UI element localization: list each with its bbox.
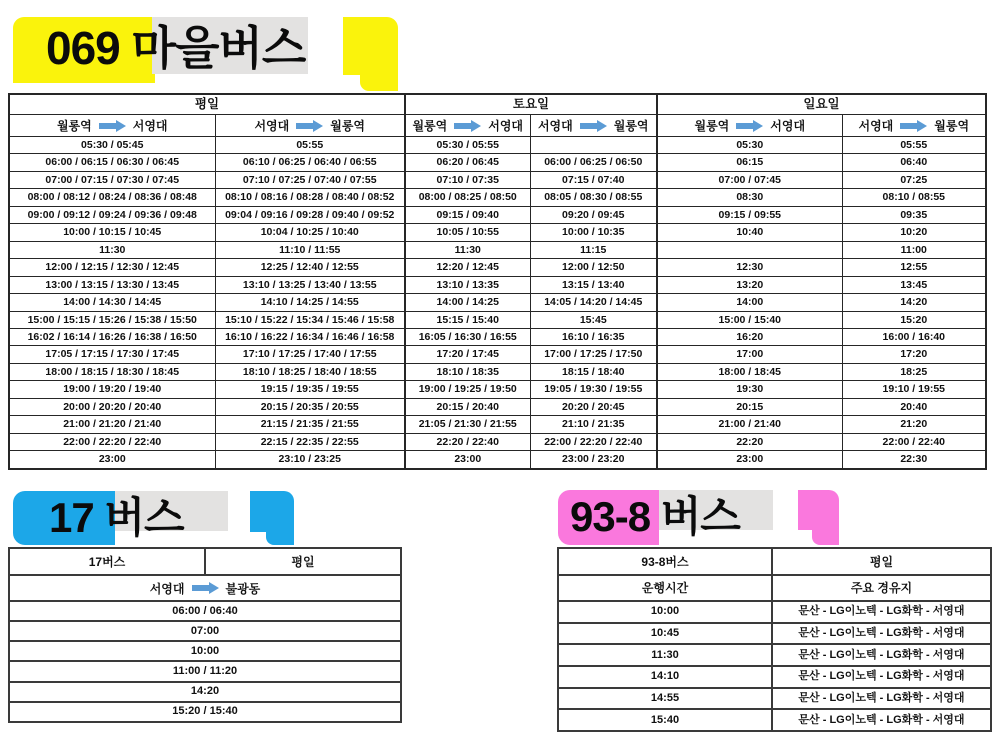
arrow-head — [116, 120, 126, 132]
route-header-row — [9, 575, 401, 601]
timetable-cell: 06:20 / 06:45 — [405, 154, 530, 171]
timetable-cell: 16:05 / 16:30 / 16:55 — [405, 328, 530, 345]
timetable-cell: 19:10 / 19:55 — [842, 381, 986, 398]
table-row — [9, 241, 986, 258]
destination-station-label: 월롱역 — [613, 118, 649, 133]
timetable-cell: 20:15 — [657, 398, 842, 415]
route-cell: 문산 - LG이노텍 - LG화학 - 서영대 — [772, 688, 991, 710]
timetable-cell: 18:15 / 18:40 — [530, 363, 657, 380]
timetable-cell: 10:00 — [9, 641, 401, 661]
arrow-head — [597, 120, 607, 132]
timetable-cell: 23:00 — [405, 451, 530, 469]
right-arrow-icon — [192, 582, 219, 594]
timetable-cell: 15:15 / 15:40 — [405, 311, 530, 328]
arrow-shaft — [454, 123, 471, 129]
timetable-cell: 22:00 / 22:40 — [842, 433, 986, 450]
timetable-cell: 18:00 / 18:45 — [657, 363, 842, 380]
timetable-cell: 21:10 / 21:35 — [530, 416, 657, 433]
timetable-cell: 10:05 / 10:55 — [405, 224, 530, 241]
timetable-cell: 11:10 / 11:55 — [215, 241, 405, 258]
timetable-cell: 16:02 / 16:14 / 16:26 / 16:38 / 16:50 — [9, 328, 215, 345]
route-cell: 문산 - LG이노텍 - LG화학 - 서영대 — [772, 644, 991, 666]
bus17-name-header: 17버스 — [9, 548, 205, 575]
timetable-cell: 21:00 / 21:40 — [657, 416, 842, 433]
timetable-cell: 17:10 / 17:25 / 17:40 / 17:55 — [215, 346, 405, 363]
timetable-cell: 19:00 / 19:25 / 19:50 — [405, 381, 530, 398]
timetable-cell: 12:55 — [842, 259, 986, 276]
timetable-cell: 10:45 — [558, 623, 772, 645]
origin-station-label: 월롱역 — [56, 118, 92, 133]
timetable-cell: 08:10 / 08:16 / 08:28 / 08:40 / 08:52 — [215, 189, 405, 206]
pink-blob-tail-icon — [812, 530, 839, 545]
timetable-cell: 11:30 — [558, 644, 772, 666]
timetable-cell: 12:00 / 12:15 / 12:30 / 12:45 — [9, 259, 215, 276]
table-row — [9, 661, 401, 681]
destination-station-label: 서영대 — [132, 118, 168, 133]
timetable-cell: 22:00 / 22:20 / 22:40 — [530, 433, 657, 450]
direction-header — [9, 115, 215, 137]
table-row — [9, 682, 401, 702]
header-row — [9, 548, 401, 575]
timetable-cell: 17:20 / 17:45 — [405, 346, 530, 363]
timetable-cell: 11:30 — [405, 241, 530, 258]
timetable-cell: 06:00 / 06:25 / 06:50 — [530, 154, 657, 171]
yellow-blob-tail-icon — [360, 75, 398, 91]
table-row — [9, 224, 986, 241]
timetable-cell: 05:30 / 05:45 — [9, 137, 215, 154]
timetable-cell: 15:00 / 15:15 / 15:26 / 15:38 / 15:50 — [9, 311, 215, 328]
timetable-cell: 16:00 / 16:40 — [842, 328, 986, 345]
table-row — [9, 171, 986, 188]
timetable-cell: 20:15 / 20:40 — [405, 398, 530, 415]
timetable-cell: 12:30 — [657, 259, 842, 276]
timetable-cell: 11:00 — [842, 241, 986, 258]
timetable-cell: 18:10 / 18:35 — [405, 363, 530, 380]
timetable-cell: 09:15 / 09:55 — [657, 206, 842, 223]
table-row — [9, 601, 401, 621]
bus938-day-header: 평일 — [772, 548, 991, 575]
timetable-cell: 17:05 / 17:15 / 17:30 / 17:45 — [9, 346, 215, 363]
timetable-cell: 10:00 — [558, 601, 772, 623]
timetable-cell: 11:15 — [530, 241, 657, 258]
timetable-cell: 19:05 / 19:30 / 19:55 — [530, 381, 657, 398]
table-row — [9, 294, 986, 311]
table-row — [558, 666, 991, 688]
timetable-cell: 10:04 / 10:25 / 10:40 — [215, 224, 405, 241]
timetable-cell: 10:20 — [842, 224, 986, 241]
timetable-cell: 07:25 — [842, 171, 986, 188]
table-row — [558, 623, 991, 645]
table-row — [9, 206, 986, 223]
timetable-cell: 22:15 / 22:35 / 22:55 — [215, 433, 405, 450]
timetable-cell: 14:00 / 14:25 — [405, 294, 530, 311]
arrow-shaft — [580, 123, 597, 129]
timetable-cell: 18:10 / 18:25 / 18:40 / 18:55 — [215, 363, 405, 380]
arrow-head — [917, 120, 927, 132]
table-row — [9, 416, 986, 433]
timetable-cell: 08:30 — [657, 189, 842, 206]
day-header: 일요일 — [657, 94, 986, 115]
route-cell: 문산 - LG이노텍 - LG화학 - 서영대 — [772, 601, 991, 623]
timetable-cell: 19:30 — [657, 381, 842, 398]
timetable-cell: 14:00 — [657, 294, 842, 311]
timetable-cell: 11:00 / 11:20 — [9, 661, 401, 681]
timetable-cell: 22:20 / 22:40 — [405, 433, 530, 450]
timetable-cell: 07:15 / 07:40 — [530, 171, 657, 188]
right-arrow-icon — [736, 120, 763, 132]
origin-station-label: 서영대 — [537, 118, 573, 133]
route-stops-header: 주요 경유지 — [772, 575, 991, 601]
right-arrow-icon — [900, 120, 927, 132]
timetable-cell: 16:10 / 16:35 — [530, 328, 657, 345]
table-row — [9, 189, 986, 206]
timetable-cell: 09:35 — [842, 206, 986, 223]
timetable-cell: 21:00 / 21:20 / 21:40 — [9, 416, 215, 433]
destination-station-label: 서영대 — [770, 118, 806, 133]
timetable-cell: 18:00 / 18:15 / 18:30 / 18:45 — [9, 363, 215, 380]
timetable-cell: 08:10 / 08:55 — [842, 189, 986, 206]
header-row — [558, 548, 991, 575]
table-row — [9, 702, 401, 722]
direction-header — [215, 115, 405, 137]
timetable-cell: 19:15 / 19:35 / 19:55 — [215, 381, 405, 398]
origin-station-label: 서영대 — [858, 118, 894, 133]
timetable-cell: 08:05 / 08:30 / 08:55 — [530, 189, 657, 206]
origin-station-label: 서영대 — [149, 581, 185, 596]
timetable-cell: 13:10 / 13:25 / 13:40 / 13:55 — [215, 276, 405, 293]
timetable-cell: 22:00 / 22:20 / 22:40 — [9, 433, 215, 450]
table-row — [9, 137, 986, 154]
timetable-cell: 16:20 — [657, 328, 842, 345]
arrow-head — [209, 582, 219, 594]
arrow-shaft — [296, 123, 313, 129]
timetable-cell: 06:00 / 06:40 — [9, 601, 401, 621]
timetable-cell: 23:10 / 23:25 — [215, 451, 405, 469]
timetable-cell: 23:00 / 23:20 — [530, 451, 657, 469]
route-cell: 문산 - LG이노텍 - LG화학 - 서영대 — [772, 709, 991, 731]
timetable-cell: 07:10 / 07:25 / 07:40 / 07:55 — [215, 171, 405, 188]
table-row — [9, 433, 986, 450]
timetable-cell: 17:00 — [657, 346, 842, 363]
timetable-cell: 20:40 — [842, 398, 986, 415]
table-row — [9, 451, 986, 469]
timetable-cell: 06:10 / 06:25 / 06:40 / 06:55 — [215, 154, 405, 171]
timetable-cell: 23:00 — [657, 451, 842, 469]
table-row — [558, 601, 991, 623]
destination-station-label: 월롱역 — [934, 118, 970, 133]
bus17-title: 17 버스 — [49, 494, 184, 541]
timetable-cell: 14:05 / 14:20 / 14:45 — [530, 294, 657, 311]
timetable-cell: 15:20 / 15:40 — [9, 702, 401, 722]
right-arrow-icon — [454, 120, 481, 132]
timetable-cell: 15:10 / 15:22 / 15:34 / 15:46 / 15:58 — [215, 311, 405, 328]
timetable-cell: 14:20 — [9, 682, 401, 702]
origin-station-label: 서영대 — [254, 118, 290, 133]
table-row — [9, 363, 986, 380]
timetable-cell: 14:10 / 14:25 / 14:55 — [215, 294, 405, 311]
timetable-cell: 12:00 / 12:50 — [530, 259, 657, 276]
timetable-cell: 20:00 / 20:20 / 20:40 — [9, 398, 215, 415]
bus069-timetable — [8, 93, 987, 470]
timetable-cell: 22:30 — [842, 451, 986, 469]
pink-blob-icon — [798, 490, 839, 530]
table-row — [9, 154, 986, 171]
timetable-cell: 13:00 / 13:15 / 13:30 / 13:45 — [9, 276, 215, 293]
destination-station-label: 불광동 — [225, 581, 261, 596]
timetable-cell: 10:00 / 10:15 / 10:45 — [9, 224, 215, 241]
timetable-cell: 15:45 — [530, 311, 657, 328]
timetable-cell: 07:00 — [9, 621, 401, 641]
route-cell: 문산 - LG이노텍 - LG화학 - 서영대 — [772, 666, 991, 688]
right-arrow-icon — [580, 120, 607, 132]
right-arrow-icon — [99, 120, 126, 132]
table-row — [9, 328, 986, 345]
timetable-cell: 17:00 / 17:25 / 17:50 — [530, 346, 657, 363]
timetable-cell — [530, 137, 657, 154]
departure-time-header: 운행시간 — [558, 575, 772, 601]
bus17-day-header: 평일 — [205, 548, 401, 575]
table-row — [9, 259, 986, 276]
timetable-cell: 21:05 / 21:30 / 21:55 — [405, 416, 530, 433]
timetable-cell: 08:00 / 08:12 / 08:24 / 08:36 / 08:48 — [9, 189, 215, 206]
blue-blob-tail-icon — [266, 532, 294, 545]
timetable-cell: 21:15 / 21:35 / 21:55 — [215, 416, 405, 433]
timetable-cell: 16:10 / 16:22 / 16:34 / 16:46 / 16:58 — [215, 328, 405, 345]
timetable-cell: 05:30 — [657, 137, 842, 154]
route-cell: 문산 - LG이노텍 - LG화학 - 서영대 — [772, 623, 991, 645]
timetable-cell: 14:10 — [558, 666, 772, 688]
timetable-cell: 09:15 / 09:40 — [405, 206, 530, 223]
timetable-cell: 14:00 / 14:30 / 14:45 — [9, 294, 215, 311]
table-row — [9, 381, 986, 398]
timetable-cell: 15:40 — [558, 709, 772, 731]
timetable-cell — [657, 241, 842, 258]
timetable-cell: 07:00 / 07:45 — [657, 171, 842, 188]
timetable-cell: 13:10 / 13:35 — [405, 276, 530, 293]
timetable-cell: 06:40 — [842, 154, 986, 171]
timetable-cell: 13:45 — [842, 276, 986, 293]
timetable-cell: 05:55 — [842, 137, 986, 154]
timetable-cell: 14:20 — [842, 294, 986, 311]
arrow-head — [753, 120, 763, 132]
timetable-cell: 10:40 — [657, 224, 842, 241]
day-header-row — [9, 94, 986, 115]
destination-station-label: 서영대 — [488, 118, 524, 133]
arrow-shaft — [192, 585, 209, 591]
timetable-cell: 09:04 / 09:16 / 09:28 / 09:40 / 09:52 — [215, 206, 405, 223]
table-row — [9, 346, 986, 363]
timetable-cell: 09:20 / 09:45 — [530, 206, 657, 223]
timetable-cell: 15:20 — [842, 311, 986, 328]
timetable-cell: 07:00 / 07:15 / 07:30 / 07:45 — [9, 171, 215, 188]
table-row — [9, 398, 986, 415]
arrow-shaft — [736, 123, 753, 129]
blue-blob-icon — [250, 491, 294, 532]
direction-header — [530, 115, 657, 137]
timetable-cell: 14:55 — [558, 688, 772, 710]
direction-header — [405, 115, 530, 137]
timetable-cell: 06:00 / 06:15 / 06:30 / 06:45 — [9, 154, 215, 171]
timetable-cell: 05:30 / 05:55 — [405, 137, 530, 154]
right-arrow-icon — [296, 120, 323, 132]
yellow-blob-icon — [343, 17, 398, 75]
timetable-cell: 10:00 / 10:35 — [530, 224, 657, 241]
arrow-head — [313, 120, 323, 132]
bus938-name-header: 93-8버스 — [558, 548, 772, 575]
direction-header — [842, 115, 986, 137]
timetable-cell: 07:10 / 07:35 — [405, 171, 530, 188]
route-header — [9, 575, 401, 601]
subheader-row — [558, 575, 991, 601]
bus17-timetable — [8, 547, 402, 723]
origin-station-label: 월롱역 — [694, 118, 730, 133]
arrow-shaft — [99, 123, 116, 129]
timetable-cell: 13:15 / 13:40 — [530, 276, 657, 293]
timetable-cell: 21:20 — [842, 416, 986, 433]
table-row — [9, 621, 401, 641]
bus069-title: 069 마을버스 — [46, 22, 306, 74]
direction-header-row — [9, 115, 986, 137]
arrow-shaft — [900, 123, 917, 129]
table-row — [558, 688, 991, 710]
destination-station-label: 월롱역 — [330, 118, 366, 133]
timetable-cell: 17:20 — [842, 346, 986, 363]
table-row — [9, 276, 986, 293]
table-row — [558, 644, 991, 666]
timetable-cell: 08:00 / 08:25 / 08:50 — [405, 189, 530, 206]
timetable-cell: 20:15 / 20:35 / 20:55 — [215, 398, 405, 415]
day-header: 토요일 — [405, 94, 657, 115]
timetable-cell: 12:20 / 12:45 — [405, 259, 530, 276]
table-row — [9, 641, 401, 661]
timetable-cell: 12:25 / 12:40 / 12:55 — [215, 259, 405, 276]
timetable-cell: 15:00 / 15:40 — [657, 311, 842, 328]
timetable-cell: 11:30 — [9, 241, 215, 258]
arrow-head — [471, 120, 481, 132]
timetable-cell: 13:20 — [657, 276, 842, 293]
timetable-cell: 18:25 — [842, 363, 986, 380]
timetable-cell: 05:55 — [215, 137, 405, 154]
timetable-cell: 22:20 — [657, 433, 842, 450]
timetable-cell: 19:00 / 19:20 / 19:40 — [9, 381, 215, 398]
bus938-title: 93-8 버스 — [570, 493, 740, 540]
timetable-cell: 06:15 — [657, 154, 842, 171]
origin-station-label: 월롱역 — [412, 118, 448, 133]
timetable-cell: 23:00 — [9, 451, 215, 469]
day-header: 평일 — [9, 94, 405, 115]
bus938-timetable — [557, 547, 992, 732]
table-row — [558, 709, 991, 731]
timetable-cell: 09:00 / 09:12 / 09:24 / 09:36 / 09:48 — [9, 206, 215, 223]
table-row — [9, 311, 986, 328]
timetable-cell: 20:20 / 20:45 — [530, 398, 657, 415]
direction-header — [657, 115, 842, 137]
